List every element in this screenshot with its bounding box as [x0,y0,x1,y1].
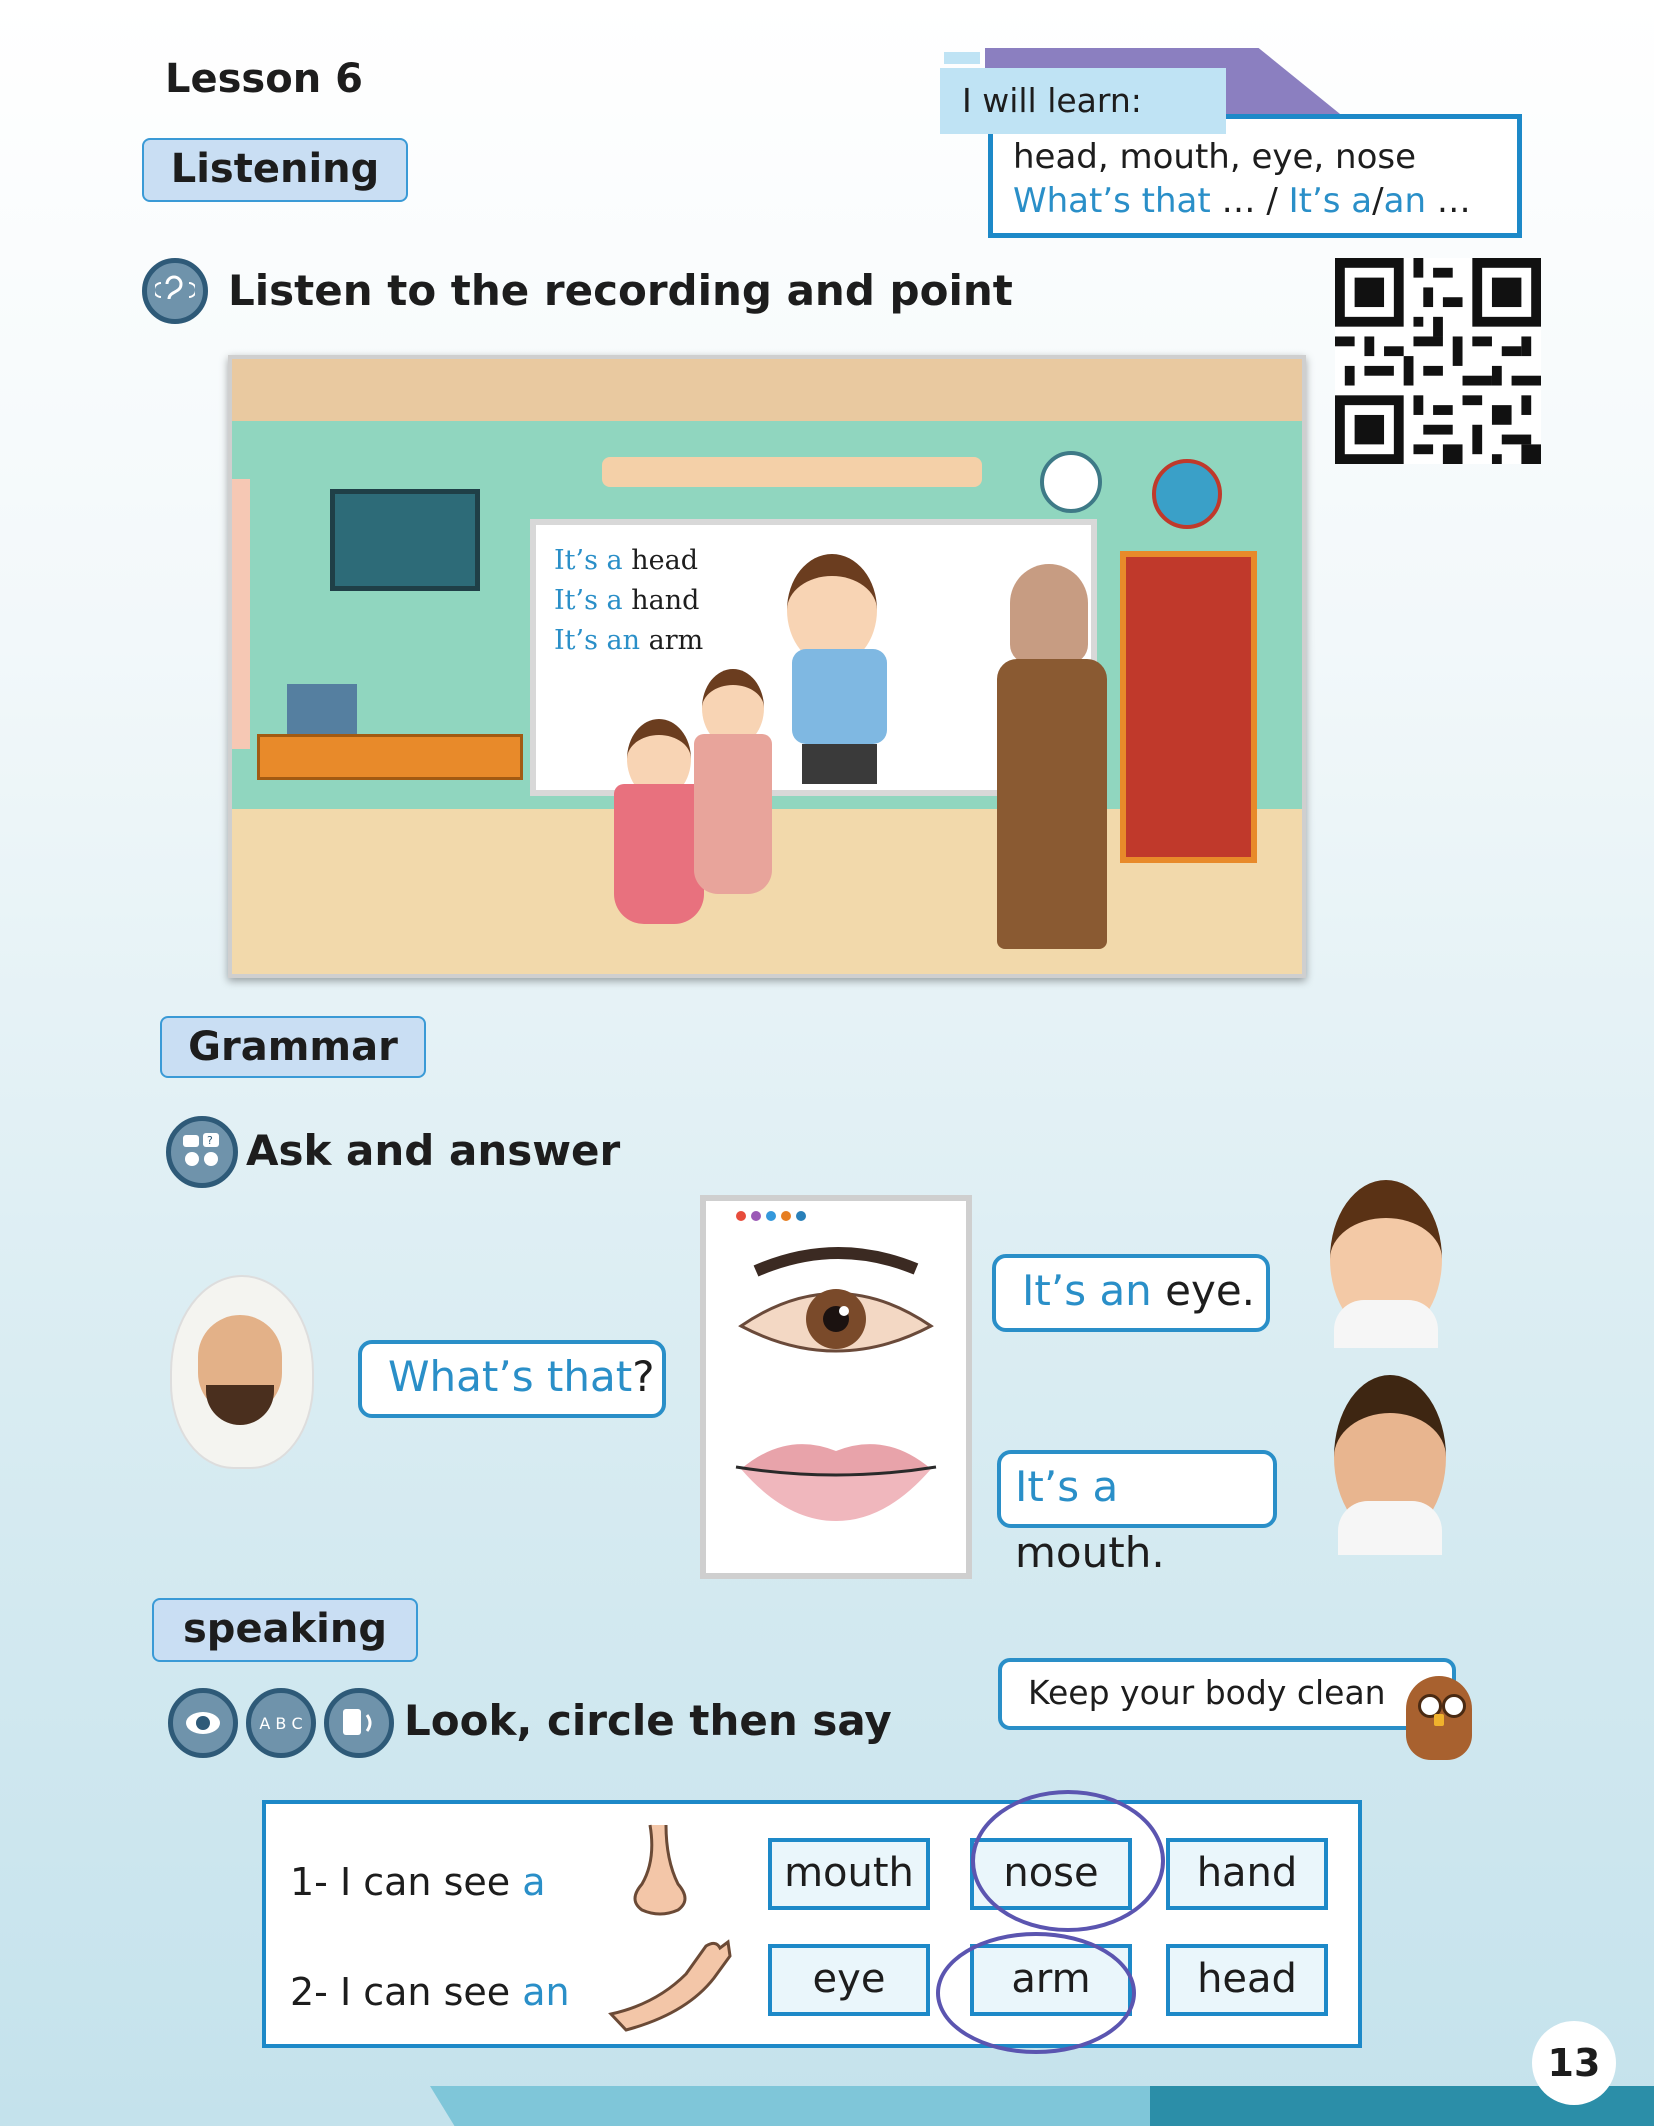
conversation-icon [166,1116,238,1188]
answer-circle-nose [971,1790,1165,1932]
owl-mascot [1392,1672,1484,1764]
speaking-instruction: Look, circle then say [404,1696,892,1745]
board-line: It’s a head [554,545,698,576]
learn-label: I will learn: [940,68,1226,134]
exercise-sentence-2: 2- I can see an [290,1970,570,2014]
mouth-picture [726,1421,946,1531]
exercise-box [262,1800,1362,2048]
ear-icon [142,258,208,324]
father-character [160,1275,320,1475]
option-eye[interactable]: eye [768,1944,930,2016]
abc-icon: A B C [246,1688,316,1758]
option-arm[interactable]: arm [970,1944,1132,2016]
clock-icon [1040,451,1102,513]
speaking-tag: speaking [152,1598,418,1662]
bookshelf [1120,551,1257,863]
learn-pattern: What’s that … / It’s a/an … [1013,181,1471,221]
boy-character-1 [1322,1180,1450,1348]
listening-instruction: Listen to the recording and point [228,266,1013,315]
option-nose[interactable]: nose [970,1838,1132,1910]
projector-screen [602,457,982,487]
answer-bubble-eye: It’s an eye. [992,1254,1270,1332]
page-number: 13 [1532,2021,1616,2105]
picture-whiteboard [700,1195,972,1579]
exercise-sentence-1: 1- I can see a [290,1860,546,1904]
speaking-icon [324,1688,394,1758]
tv-screen [330,489,480,591]
option-hand[interactable]: hand [1166,1838,1328,1910]
arm-picture [606,1934,736,2034]
boy-character-2 [1326,1375,1454,1555]
tip-bubble: Keep your body clean [998,1658,1456,1730]
board-line: It’s an arm [554,625,704,656]
question-bubble: What’s that? [358,1340,666,1418]
teacher [1010,564,1088,664]
nose-picture [620,1820,700,1920]
grammar-tag: Grammar [160,1016,426,1078]
grammar-instruction: Ask and answer [246,1126,621,1175]
globe-icon [1152,459,1222,529]
answer-bubble-mouth: It’s a mouth. [997,1450,1277,1528]
board-line: It’s a hand [554,585,700,616]
answer-circle-arm [936,1932,1136,2054]
option-head[interactable]: head [1166,1944,1328,2016]
teacher-desk [257,734,523,780]
svg-text:?: ? [207,1134,213,1147]
eye-picture [726,1241,946,1381]
lesson-title: Lesson 6 [165,56,363,102]
classroom-illustration [228,355,1306,978]
learn-tab-decoration [944,52,980,64]
laptop [287,684,357,734]
listening-tag: Listening [142,138,408,202]
eye-icon [168,1688,238,1758]
option-mouth[interactable]: mouth [768,1838,930,1910]
learn-words: head, mouth, eye, nose [1013,137,1417,177]
qr-code[interactable] [1334,258,1542,464]
